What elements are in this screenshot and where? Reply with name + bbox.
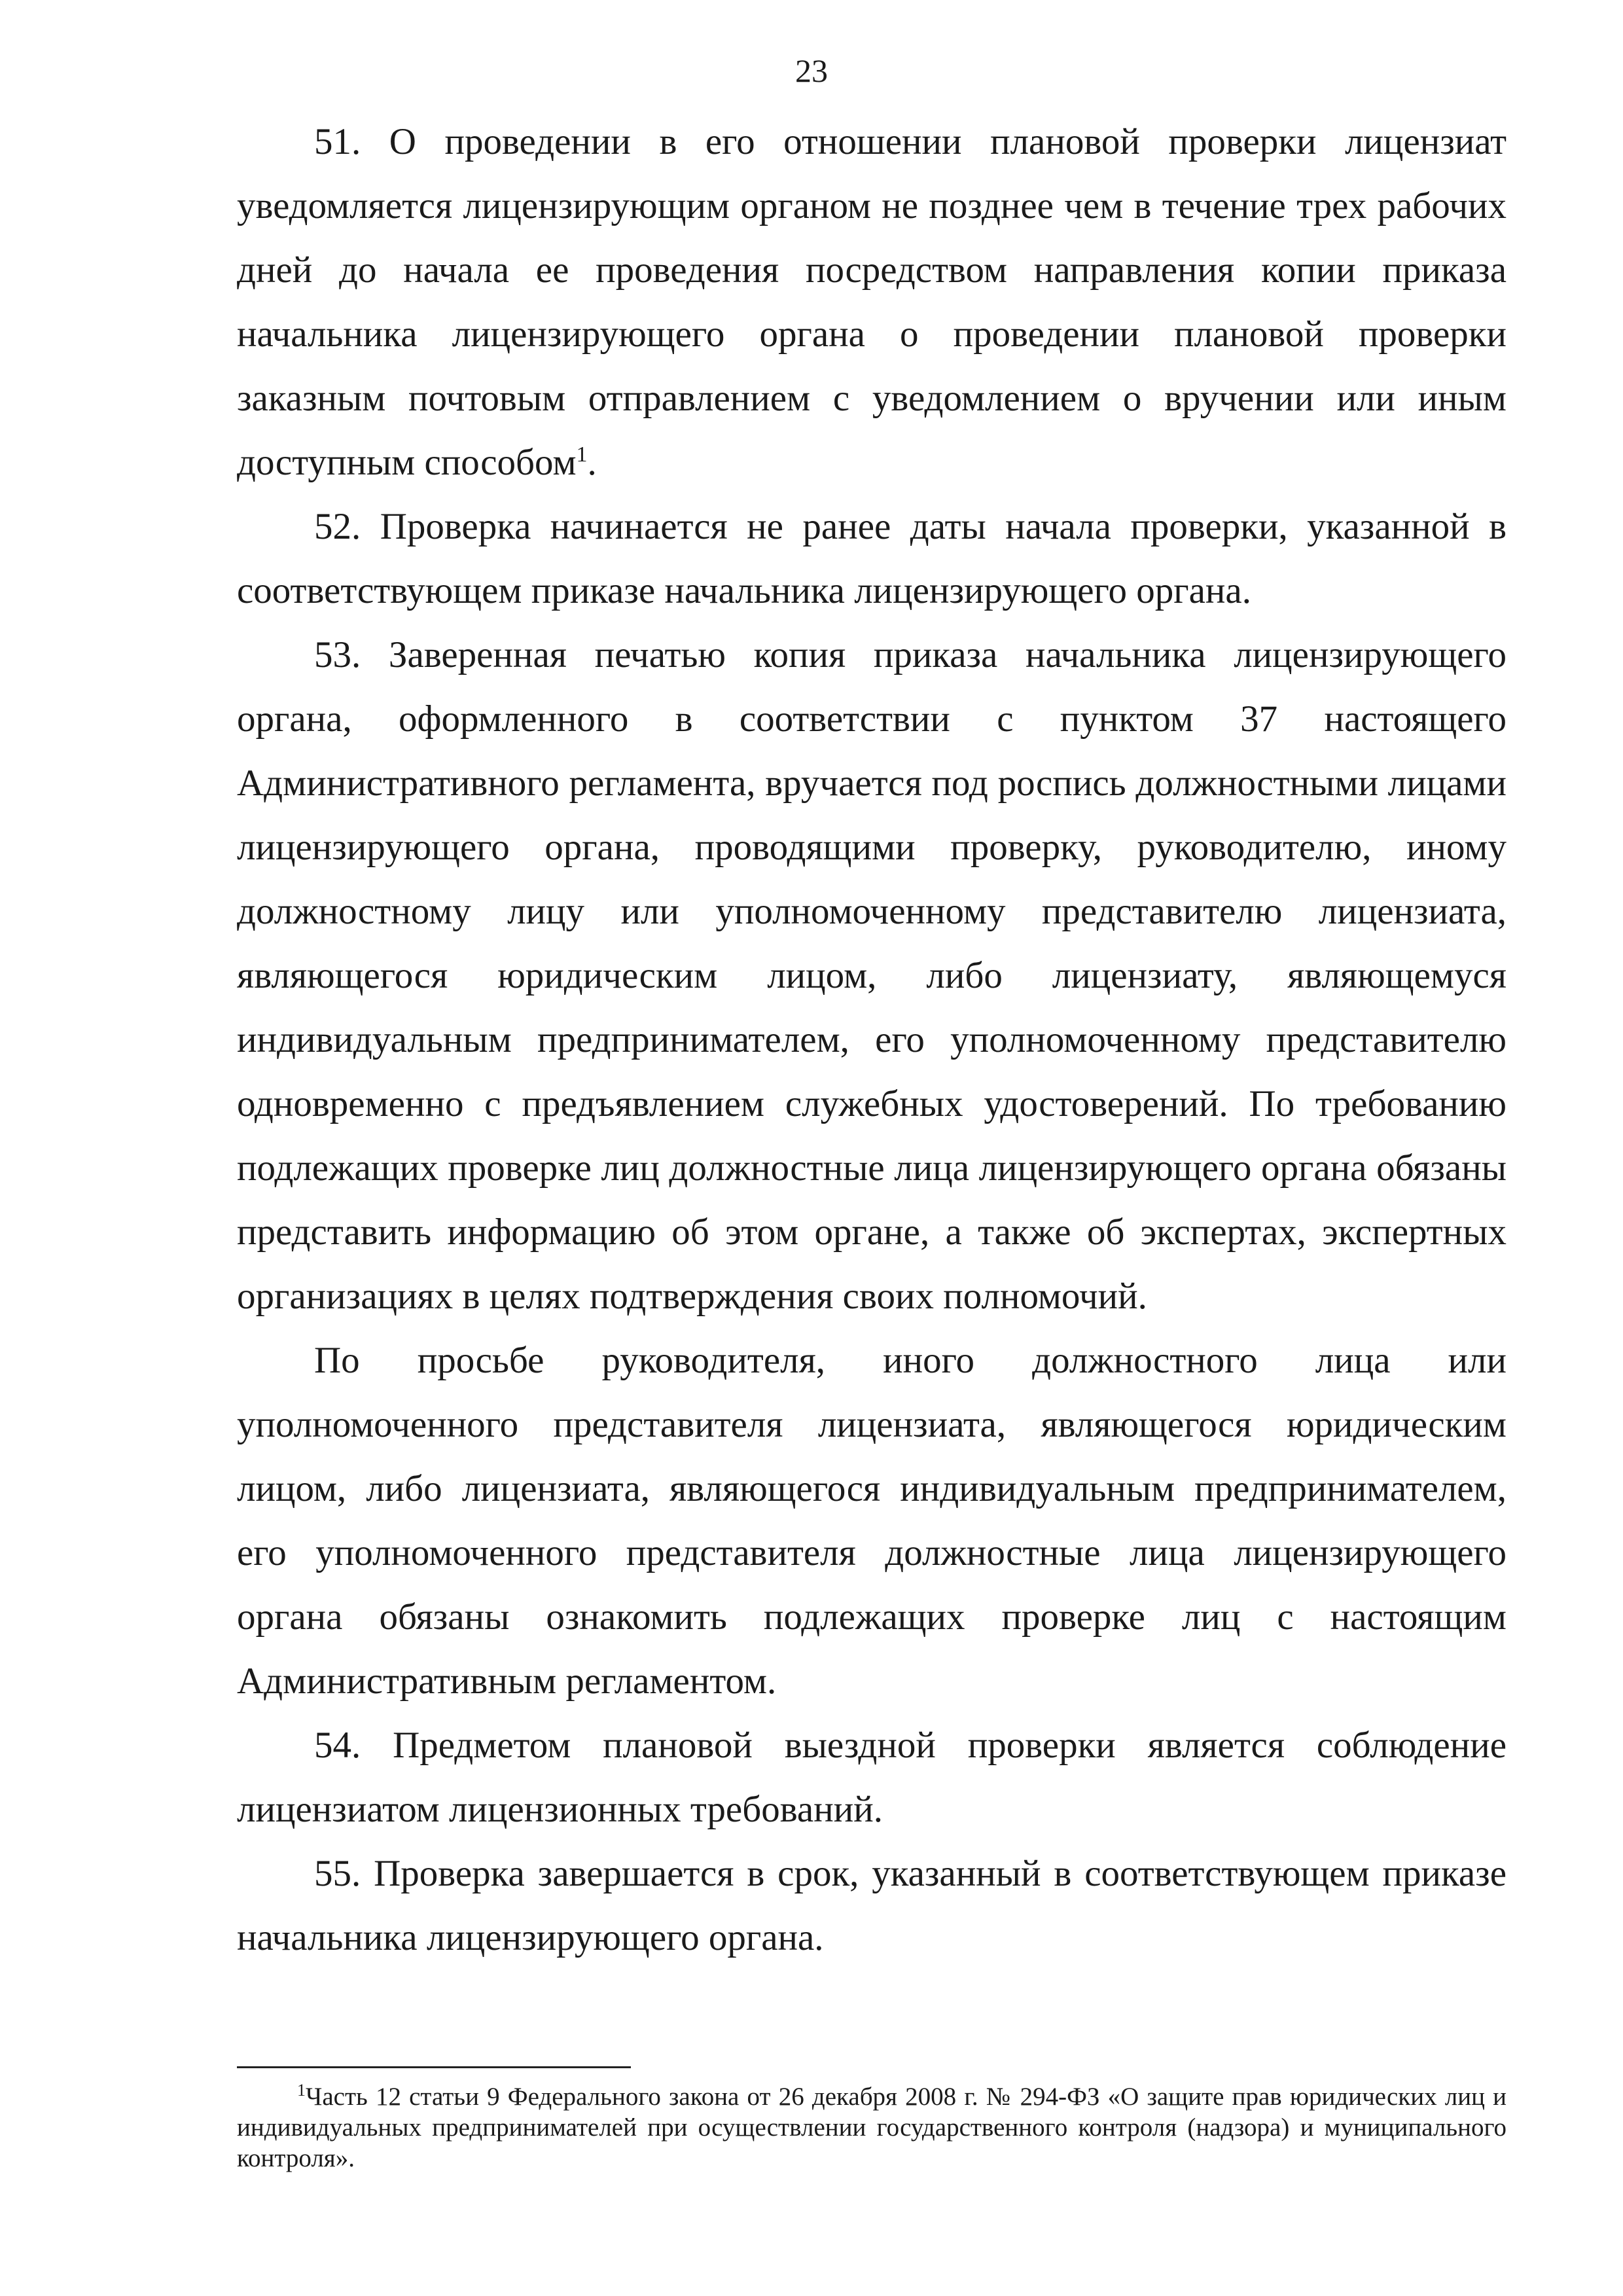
- paragraph-52: 52. Проверка начинается не ранее даты начала проверки, указанной в соответствующем приказе начальника лицензирующего органа.: [237, 506, 1507, 611]
- document-body: [237, 110, 1507, 1970]
- paragraph-53-continuation: По просьбе руководителя, иного должностного лица или уполномоченного представителя лицензиата, являющегося юридическим лицом, либо лицензиата, являющегося индивидуальным предпринимателем, его уполномоченного представителя должностные лица лицензирующего органа обязаны ознакомить подлежащих проверке лиц с настоящим Административным регламентом.: [237, 1340, 1507, 1702]
- footnote-marker: 1: [297, 2081, 306, 2100]
- page-number: 23: [795, 52, 828, 89]
- footnote: [237, 2081, 1507, 2174]
- paragraph-54: 54. Предметом плановой выездной проверки является соблюдение лицензиатом лицензионных требований.: [237, 1725, 1507, 1830]
- paragraph-51-trailing: .: [587, 442, 597, 483]
- paragraph-51-text: 51. О проведении в его отношении плановой проверки лицензиат уведомляется лицензирующим органом не позднее чем в течение трех рабочих дней до начала ее проведения посредством направления копии приказа начальника лицензирующего органа о проведении плановой проверки заказным почтовым отправлением с уведомлением о вручении или иным доступным способом: [237, 121, 1507, 483]
- footnote-text: Часть 12 статьи 9 Федерального закона от 26 декабря 2008 г. № 294-ФЗ «О защите прав юридических лиц и индивидуальных предпринимателей при осуществлении государственного контроля (надзора) и муниципального контроля».: [237, 2083, 1507, 2172]
- footnote-reference: 1: [576, 442, 588, 467]
- footnote-separator: [237, 2066, 631, 2068]
- paragraph-53: 53. Заверенная печатью копия приказа начальника лицензирующего органа, оформленного в соответствии с пунктом 37 настоящего Административного регламента, вручается под роспись должностными лицами лицензирующего органа, проводящими проверку, руководителю, иному должностному лицу или уполномоченному представителю лицензиата, являющегося юридическим лицом, либо лицензиату, являющемуся индивидуальным предпринимателем, его уполномоченному представителю одновременно с предъявлением служебных удостоверений. По требованию подлежащих проверке лиц должностные лица лицензирующего органа обязаны представить информацию об этом органе, а также об экспертах, экспертных организациях в целях подтверждения своих полномочий.: [237, 634, 1507, 1317]
- paragraph-55: 55. Проверка завершается в срок, указанный в соответствующем приказе начальника лицензирующего органа.: [237, 1853, 1507, 1958]
- paragraph-51: [237, 110, 1507, 495]
